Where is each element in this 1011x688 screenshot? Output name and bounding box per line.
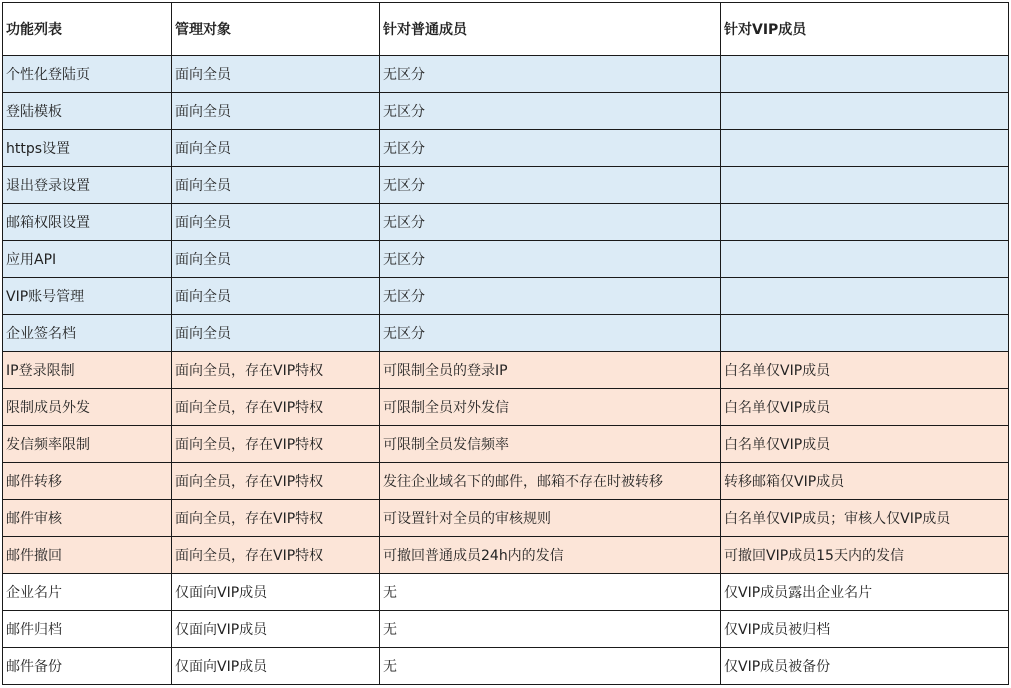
vip-member-cell: 仅VIP成员被归档 — [721, 611, 1009, 648]
vip-member-cell — [721, 130, 1009, 167]
vip-member-cell — [721, 278, 1009, 315]
managed-object-cell: 面向全员 — [172, 167, 380, 204]
vip-member-cell: 白名单仅VIP成员；审核人仅VIP成员 — [721, 500, 1009, 537]
vip-member-cell: 白名单仅VIP成员 — [721, 352, 1009, 389]
header-regular-member: 针对普通成员 — [380, 3, 721, 56]
regular-member-cell: 可设置针对全员的审核规则 — [380, 500, 721, 537]
regular-member-cell: 无区分 — [380, 56, 721, 93]
managed-object-cell: 面向全员 — [172, 56, 380, 93]
vip-member-cell: 仅VIP成员露出企业名片 — [721, 574, 1009, 611]
table-row — [3, 56, 1009, 93]
feature-name-cell: 邮件归档 — [3, 611, 172, 648]
managed-object-cell: 仅面向VIP成员 — [172, 648, 380, 685]
table-row — [3, 204, 1009, 241]
table-row — [3, 241, 1009, 278]
feature-name-cell: 退出登录设置 — [3, 167, 172, 204]
table-row — [3, 463, 1009, 500]
feature-name-cell: 企业名片 — [3, 574, 172, 611]
regular-member-cell: 可限制全员对外发信 — [380, 389, 721, 426]
managed-object-cell: 面向全员 — [172, 130, 380, 167]
vip-member-cell: 白名单仅VIP成员 — [721, 426, 1009, 463]
vip-member-cell — [721, 56, 1009, 93]
vip-member-cell — [721, 315, 1009, 352]
table-row — [3, 315, 1009, 352]
vip-member-cell — [721, 93, 1009, 130]
regular-member-cell: 无区分 — [380, 278, 721, 315]
feature-name-cell: 邮件转移 — [3, 463, 172, 500]
table-row — [3, 537, 1009, 574]
regular-member-cell: 发往企业域名下的邮件，邮箱不存在时被转移 — [380, 463, 721, 500]
table-row — [3, 500, 1009, 537]
feature-name-cell: 邮箱权限设置 — [3, 204, 172, 241]
table-row — [3, 648, 1009, 685]
feature-name-cell: 限制成员外发 — [3, 389, 172, 426]
regular-member-cell: 无 — [380, 611, 721, 648]
regular-member-cell: 无区分 — [380, 93, 721, 130]
feature-name-cell: 个性化登陆页 — [3, 56, 172, 93]
regular-member-cell: 无 — [380, 574, 721, 611]
managed-object-cell: 仅面向VIP成员 — [172, 611, 380, 648]
regular-member-cell: 无区分 — [380, 204, 721, 241]
managed-object-cell: 面向全员 — [172, 204, 380, 241]
feature-comparison-table — [2, 2, 1009, 685]
header-feature-list: 功能列表 — [3, 3, 172, 56]
regular-member-cell: 可限制全员的登录IP — [380, 352, 721, 389]
regular-member-cell: 无区分 — [380, 241, 721, 278]
header-managed-object: 管理对象 — [172, 3, 380, 56]
vip-member-cell — [721, 204, 1009, 241]
vip-member-cell: 可撤回VIP成员15天内的发信 — [721, 537, 1009, 574]
managed-object-cell: 面向全员，存在VIP特权 — [172, 537, 380, 574]
managed-object-cell: 面向全员，存在VIP特权 — [172, 389, 380, 426]
regular-member-cell: 可撤回普通成员24h内的发信 — [380, 537, 721, 574]
feature-name-cell: https设置 — [3, 130, 172, 167]
managed-object-cell: 仅面向VIP成员 — [172, 574, 380, 611]
feature-name-cell: 邮件备份 — [3, 648, 172, 685]
regular-member-cell: 无区分 — [380, 315, 721, 352]
table-row — [3, 426, 1009, 463]
table-row — [3, 93, 1009, 130]
table-header-row — [3, 3, 1009, 56]
managed-object-cell: 面向全员，存在VIP特权 — [172, 500, 380, 537]
table-row — [3, 130, 1009, 167]
feature-name-cell: 登陆模板 — [3, 93, 172, 130]
managed-object-cell: 面向全员 — [172, 93, 380, 130]
table-row — [3, 574, 1009, 611]
vip-member-cell: 仅VIP成员被备份 — [721, 648, 1009, 685]
regular-member-cell: 无 — [380, 648, 721, 685]
feature-name-cell: IP登录限制 — [3, 352, 172, 389]
vip-member-cell — [721, 167, 1009, 204]
managed-object-cell: 面向全员，存在VIP特权 — [172, 352, 380, 389]
regular-member-cell: 可限制全员发信频率 — [380, 426, 721, 463]
table-row — [3, 167, 1009, 204]
table-row — [3, 389, 1009, 426]
vip-member-cell: 白名单仅VIP成员 — [721, 389, 1009, 426]
managed-object-cell: 面向全员 — [172, 241, 380, 278]
managed-object-cell: 面向全员 — [172, 315, 380, 352]
regular-member-cell: 无区分 — [380, 167, 721, 204]
managed-object-cell: 面向全员 — [172, 278, 380, 315]
header-vip-member: 针对VIP成员 — [721, 3, 1009, 56]
managed-object-cell: 面向全员，存在VIP特权 — [172, 463, 380, 500]
managed-object-cell: 面向全员，存在VIP特权 — [172, 426, 380, 463]
regular-member-cell: 无区分 — [380, 130, 721, 167]
table-row — [3, 352, 1009, 389]
table-row — [3, 611, 1009, 648]
watermark-decoration — [1003, 620, 1009, 680]
feature-name-cell: VIP账号管理 — [3, 278, 172, 315]
feature-name-cell: 应用API — [3, 241, 172, 278]
feature-name-cell: 企业签名档 — [3, 315, 172, 352]
feature-name-cell: 发信频率限制 — [3, 426, 172, 463]
table-body — [3, 56, 1009, 685]
feature-name-cell: 邮件撤回 — [3, 537, 172, 574]
vip-member-cell — [721, 241, 1009, 278]
feature-name-cell: 邮件审核 — [3, 500, 172, 537]
vip-member-cell: 转移邮箱仅VIP成员 — [721, 463, 1009, 500]
table-row — [3, 278, 1009, 315]
